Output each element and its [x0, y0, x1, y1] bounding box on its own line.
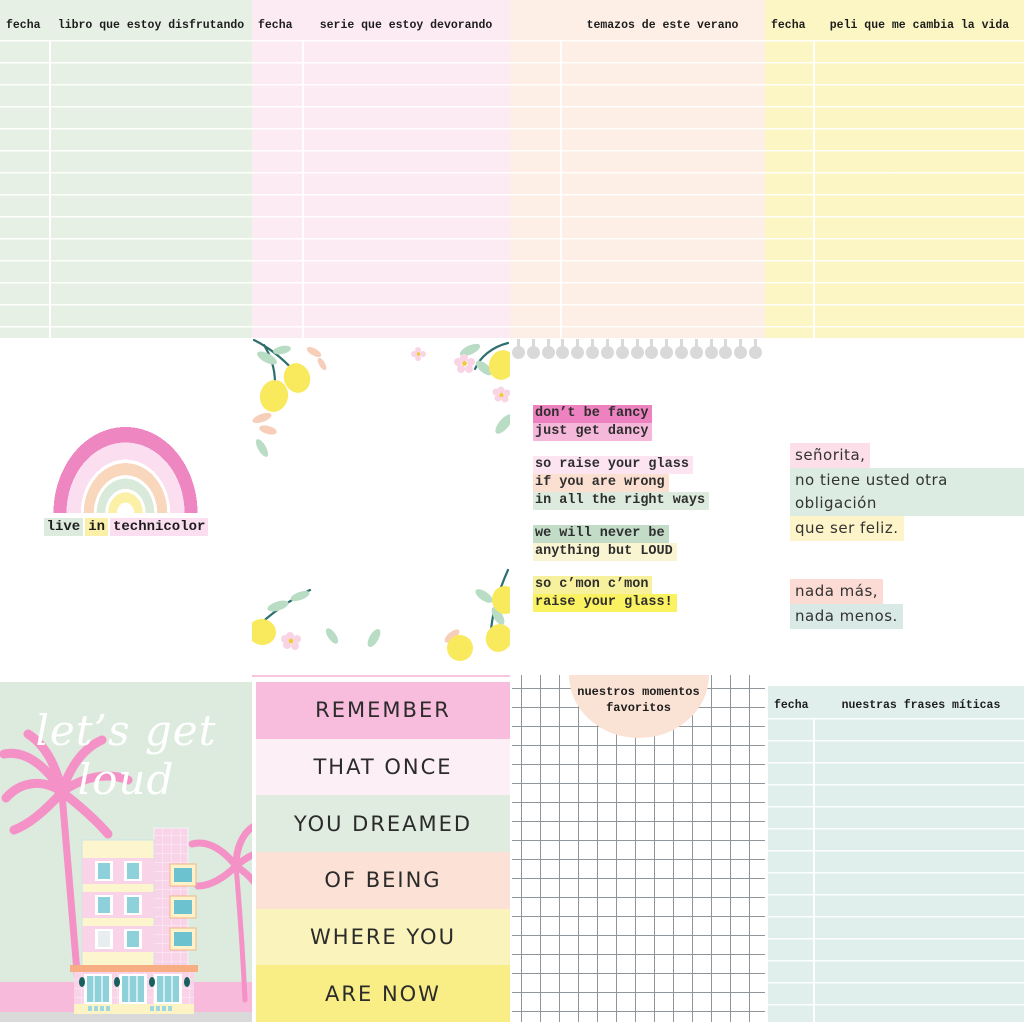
quote-line: nada menos. — [790, 604, 1024, 629]
stripe-label: REMEMBER — [315, 698, 451, 723]
garland-drop-icon — [749, 346, 762, 359]
garland-drop-icon — [586, 346, 599, 359]
card-header — [252, 19, 510, 32]
stripe-label: THAT ONCE — [313, 755, 453, 779]
card-songs — [510, 0, 765, 338]
column-divider — [560, 40, 562, 338]
flower-icon — [281, 347, 510, 650]
garland-drop-icon — [601, 346, 614, 359]
stripe — [256, 909, 510, 966]
card-stripes — [256, 682, 510, 1022]
lyric-line: just get dancy — [533, 423, 709, 441]
stripe-label: OF BEING — [324, 868, 442, 893]
loud-title: let’s get loud — [35, 706, 217, 804]
momentos-title-line2: favoritos — [606, 701, 671, 715]
garland-drop-icon — [571, 346, 584, 359]
card-momentos-grid — [512, 675, 765, 1022]
garland-drop-icon — [631, 346, 644, 359]
fecha-label: fecha — [771, 19, 806, 32]
card-title: peli que me cambia la vida — [829, 19, 1010, 32]
lyric-group — [533, 456, 709, 510]
card-title: temazos de este verano — [586, 19, 739, 32]
card-books — [0, 0, 252, 338]
lyric-line: don’t be fancy — [533, 405, 709, 423]
ruled-lines — [768, 718, 1024, 1022]
card-movies — [765, 0, 1024, 338]
garland-drop-icon — [527, 346, 540, 359]
card-header — [510, 19, 765, 32]
momentos-circle — [569, 675, 709, 738]
card-title: serie que estoy devorando — [319, 19, 493, 32]
garland-drop-icon — [512, 346, 525, 359]
card-frases — [768, 686, 1024, 1022]
quote-line: nada más, — [790, 579, 1024, 604]
lemon-decoration-icon — [252, 338, 510, 676]
card-lets-get-loud — [0, 682, 252, 1022]
garland-drop-icon — [660, 346, 673, 359]
momentos-title-line1: nuestros momentos — [577, 685, 700, 699]
palm-tree-icon — [192, 826, 252, 1000]
lyric-group — [533, 576, 709, 612]
card-header — [0, 19, 252, 32]
rainbow-icon — [53, 427, 198, 513]
ruled-lines — [252, 40, 510, 338]
ruled-lines — [510, 40, 765, 338]
card-title: libro que estoy disfrutando — [57, 19, 245, 32]
rainbow-caption — [0, 518, 252, 536]
stripe — [256, 739, 510, 796]
garland-drop-icon — [690, 346, 703, 359]
lyric-line: raise your glass! — [533, 594, 709, 612]
card-quotes — [765, 338, 1024, 680]
lyric-line: so c’mon c’mon — [533, 576, 709, 594]
quote-group — [790, 443, 1024, 541]
garland-drop-icon — [719, 346, 732, 359]
column-divider — [49, 40, 51, 338]
quote-line: señorita, — [790, 443, 1024, 468]
stripe-label: WHERE YOU — [310, 925, 456, 950]
garland — [512, 339, 762, 359]
caption-word: live — [44, 518, 84, 536]
stripe-label: YOU DREAMED — [293, 811, 473, 836]
column-divider — [813, 718, 815, 1022]
quote-line: que ser feliz. — [790, 516, 1024, 541]
card-rainbow — [0, 338, 252, 678]
fecha-label: fecha — [6, 19, 41, 32]
quote-group — [790, 579, 1024, 629]
column-divider — [813, 40, 815, 338]
garland-drop-icon — [675, 346, 688, 359]
garland-drop-icon — [616, 346, 629, 359]
stripe-label: ARE NOW — [325, 981, 441, 1006]
lyric-group — [533, 525, 709, 561]
garland-drop-icon — [705, 346, 718, 359]
caption-word: technicolor — [110, 518, 208, 536]
fecha-label: fecha — [258, 19, 293, 32]
fecha-label: fecha — [774, 699, 809, 712]
lyric-line: in all the right ways — [533, 492, 709, 510]
lyric-line: we will never be — [533, 525, 709, 543]
ruled-lines — [765, 40, 1024, 338]
quote-line: no tiene usted otra obligación — [790, 468, 1024, 516]
lyric-group — [533, 405, 709, 441]
garland-drop-icon — [556, 346, 569, 359]
building-illustration — [70, 828, 198, 1014]
lyric-line: if you are wrong — [533, 474, 709, 492]
lyric-line: anything but LOUD — [533, 543, 709, 561]
card-title: nuestras frases míticas — [841, 699, 1001, 712]
lyric-line: so raise your glass — [533, 456, 709, 474]
card-series — [252, 0, 510, 338]
card-lemons — [252, 338, 510, 677]
card-header — [765, 19, 1024, 32]
caption-word: in — [85, 518, 108, 536]
garland-drop-icon — [542, 346, 555, 359]
stripe — [256, 852, 510, 909]
column-divider — [302, 40, 304, 338]
garland-drop-icon — [645, 346, 658, 359]
quotes-block — [790, 443, 1024, 667]
card-lyrics — [510, 338, 765, 680]
stripe — [256, 795, 510, 852]
stripe — [256, 682, 510, 739]
lyrics-block — [533, 405, 709, 627]
garland-drop-icon — [734, 346, 747, 359]
ruled-lines — [0, 40, 252, 338]
card-header — [768, 699, 1024, 712]
stripe — [256, 965, 510, 1022]
